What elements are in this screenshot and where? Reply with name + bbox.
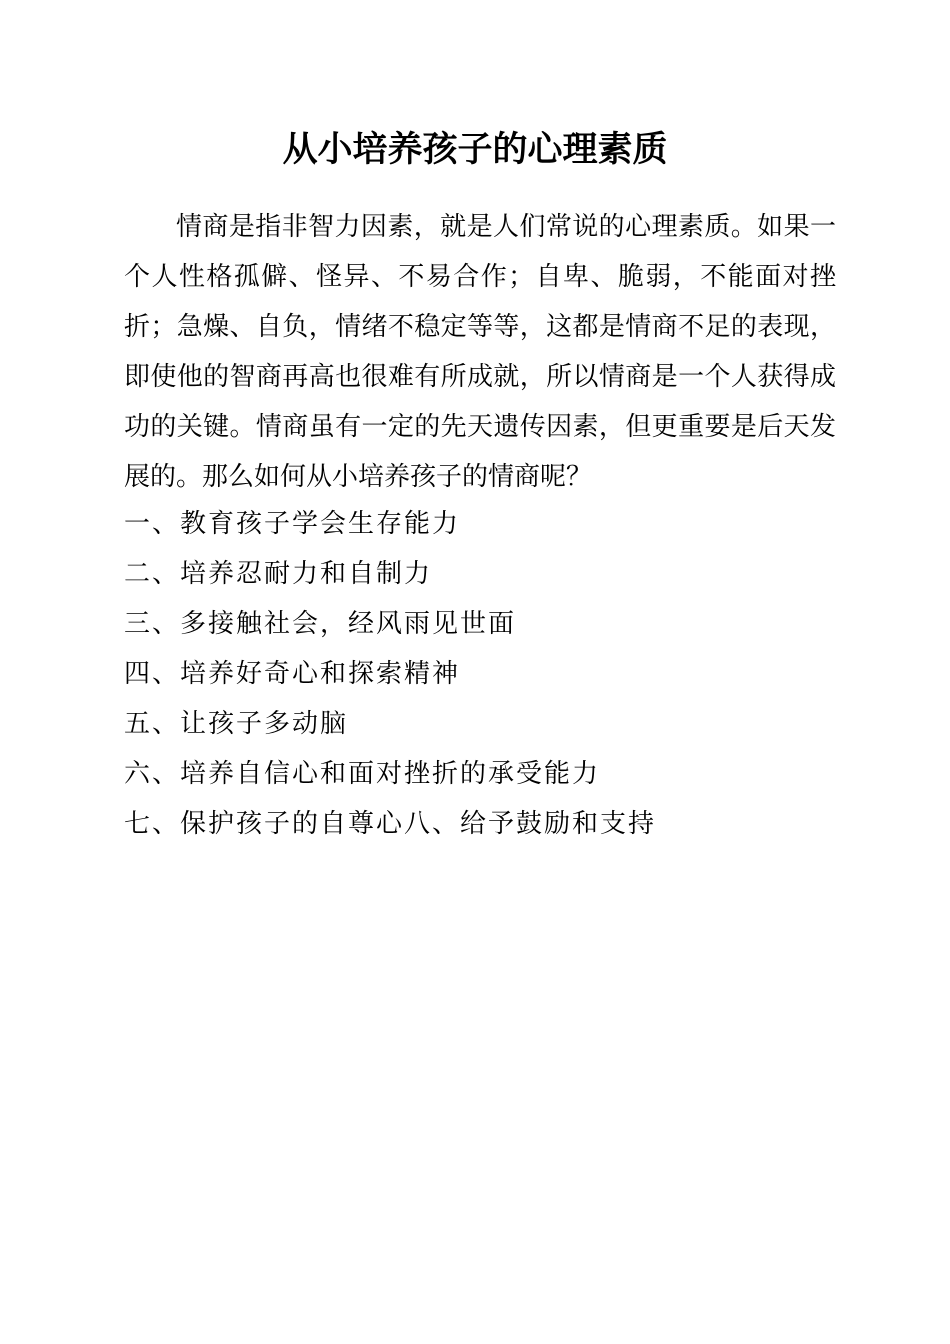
- tips-list: [124, 499, 836, 849]
- list-item: 三、多接触社会，经风雨见世面: [124, 609, 517, 639]
- list-item: 一、教育孩子学会生存能力: [124, 509, 461, 539]
- list-item: 七、保护孩子的自尊心八、给予鼓励和支持: [124, 809, 657, 839]
- list-item: 二、培养忍耐力和自制力: [124, 559, 433, 589]
- list-item: 六、培养自信心和面对挫折的承受能力: [124, 759, 601, 789]
- list-item: 四、培养好奇心和探索精神: [124, 659, 461, 689]
- document-title: 从小培养孩子的心理素质: [282, 129, 668, 170]
- intro-paragraph: 情商是指非智力因素，就是人们常说的心理素质。如果一个人性格孤僻、怪异、不易合作；自卑、脆弱，不能面对挫折；急燥、自负，情绪不稳定等等，这都是情商不足的表现，即使他的智商再高也很难有所成就，所以情商是一个人获得成功的关键。情商虽有一定的先天遗传因素，但更重要是后天发展的。那么如何从小培养孩子的情商呢？: [124, 212, 836, 492]
- list-item: 五、让孩子多动脑: [124, 709, 349, 739]
